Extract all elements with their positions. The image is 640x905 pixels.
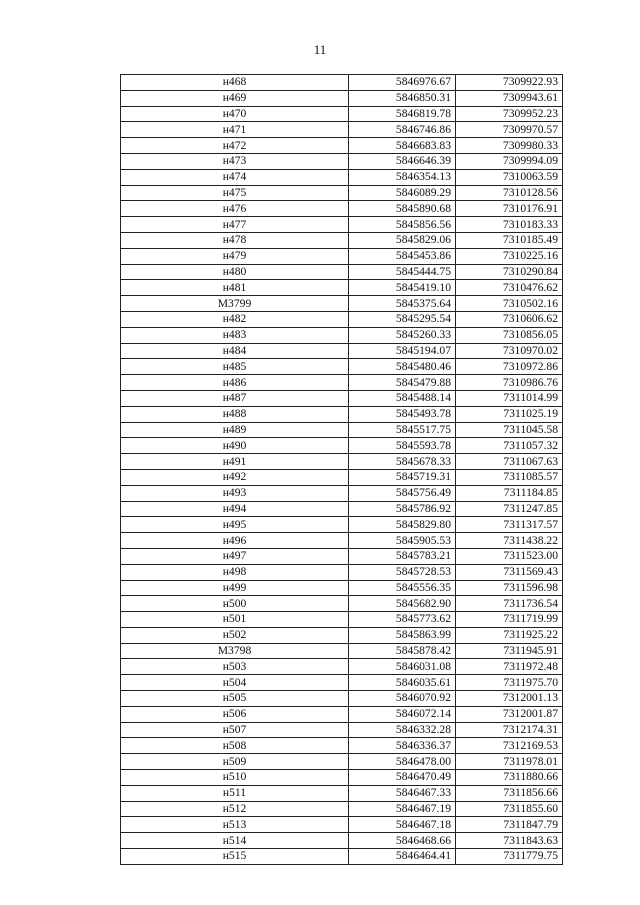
x-coordinate-cell: 5845905.53 (349, 533, 456, 549)
y-coordinate-cell: 7310606.62 (456, 311, 563, 327)
x-coordinate-cell: 5846035.61 (349, 675, 456, 691)
table-row (121, 75, 563, 91)
x-coordinate-cell: 5846746.86 (349, 122, 456, 138)
y-coordinate-cell: 7312001.13 (456, 691, 563, 707)
y-coordinate-cell: 7310063.59 (456, 169, 563, 185)
table-row (121, 706, 563, 722)
point-name-cell: н497 (121, 548, 349, 564)
x-coordinate-cell: 5845295.54 (349, 311, 456, 327)
x-coordinate-cell: 5845260.33 (349, 327, 456, 343)
point-name-cell: н503 (121, 659, 349, 675)
table-row (121, 422, 563, 438)
y-coordinate-cell: 7310128.56 (456, 185, 563, 201)
x-coordinate-cell: 5845493.78 (349, 406, 456, 422)
point-name-cell: н476 (121, 201, 349, 217)
point-name-cell: н471 (121, 122, 349, 138)
point-name-cell: н480 (121, 264, 349, 280)
y-coordinate-cell: 7311719.99 (456, 612, 563, 628)
x-coordinate-cell: 5845194.07 (349, 343, 456, 359)
y-coordinate-cell: 7309943.61 (456, 90, 563, 106)
point-name-cell: н508 (121, 738, 349, 754)
table-row (121, 469, 563, 485)
y-coordinate-cell: 7311057.32 (456, 438, 563, 454)
x-coordinate-cell: 5845829.80 (349, 517, 456, 533)
point-name-cell: н473 (121, 153, 349, 169)
point-name-cell: н510 (121, 770, 349, 786)
x-coordinate-cell: 5846354.13 (349, 169, 456, 185)
table-row (121, 406, 563, 422)
x-coordinate-cell: 5845479.88 (349, 375, 456, 391)
x-coordinate-cell: 5845719.31 (349, 469, 456, 485)
point-name-cell: н494 (121, 501, 349, 517)
point-name-cell: н475 (121, 185, 349, 201)
point-name-cell: н491 (121, 454, 349, 470)
y-coordinate-cell: 7310225.16 (456, 248, 563, 264)
x-coordinate-cell: 5845783.21 (349, 548, 456, 564)
table-row (121, 738, 563, 754)
table-row (121, 580, 563, 596)
y-coordinate-cell: 7311880.66 (456, 770, 563, 786)
x-coordinate-cell: 5845682.90 (349, 596, 456, 612)
x-coordinate-cell: 5846072.14 (349, 706, 456, 722)
x-coordinate-cell: 5845728.53 (349, 564, 456, 580)
point-name-cell: н485 (121, 359, 349, 375)
point-name-cell: н490 (121, 438, 349, 454)
page-number: 11 (313, 42, 327, 57)
point-name-cell: н492 (121, 469, 349, 485)
table-row (121, 217, 563, 233)
x-coordinate-cell: 5846646.39 (349, 153, 456, 169)
y-coordinate-cell: 7310970.02 (456, 343, 563, 359)
table-row (121, 390, 563, 406)
x-coordinate-cell: 5846467.18 (349, 817, 456, 833)
point-name-cell: н489 (121, 422, 349, 438)
y-coordinate-cell: 7311014.99 (456, 390, 563, 406)
y-coordinate-cell: 7312001.87 (456, 706, 563, 722)
table-row (121, 770, 563, 786)
table-row (121, 596, 563, 612)
x-coordinate-cell: 5846683.83 (349, 138, 456, 154)
x-coordinate-cell: 5846031.08 (349, 659, 456, 675)
y-coordinate-cell: 7311085.57 (456, 469, 563, 485)
point-name-cell: н501 (121, 612, 349, 628)
table-row (121, 264, 563, 280)
y-coordinate-cell: 7311855.60 (456, 801, 563, 817)
table-row (121, 533, 563, 549)
point-name-cell: н499 (121, 580, 349, 596)
y-coordinate-cell: 7309970.57 (456, 122, 563, 138)
table-row (121, 280, 563, 296)
point-name-cell: н483 (121, 327, 349, 343)
table-row (121, 517, 563, 533)
table-row (121, 801, 563, 817)
point-name-cell: н469 (121, 90, 349, 106)
point-name-cell: н496 (121, 533, 349, 549)
x-coordinate-cell: 5846467.19 (349, 801, 456, 817)
y-coordinate-cell: 7310856.05 (456, 327, 563, 343)
point-name-cell: н493 (121, 485, 349, 501)
point-name-cell: н472 (121, 138, 349, 154)
y-coordinate-cell: 7311945.91 (456, 643, 563, 659)
coordinates-table-body (121, 75, 563, 865)
table-row (121, 138, 563, 154)
table-row (121, 659, 563, 675)
point-name-cell: н477 (121, 217, 349, 233)
x-coordinate-cell: 5846850.31 (349, 90, 456, 106)
table-row (121, 643, 563, 659)
x-coordinate-cell: 5845829.06 (349, 232, 456, 248)
x-coordinate-cell: 5845856.56 (349, 217, 456, 233)
table-row (121, 849, 563, 865)
y-coordinate-cell: 7311843.63 (456, 833, 563, 849)
y-coordinate-cell: 7309994.09 (456, 153, 563, 169)
y-coordinate-cell: 7309980.33 (456, 138, 563, 154)
y-coordinate-cell: 7310476.62 (456, 280, 563, 296)
x-coordinate-cell: 5846467.33 (349, 785, 456, 801)
point-name-cell: н468 (121, 75, 349, 91)
table-row (121, 296, 563, 312)
x-coordinate-cell: 5846478.00 (349, 754, 456, 770)
y-coordinate-cell: 7311978.01 (456, 754, 563, 770)
point-name-cell: н515 (121, 849, 349, 865)
y-coordinate-cell: 7310176.91 (456, 201, 563, 217)
x-coordinate-cell: 5846464.41 (349, 849, 456, 865)
coordinates-table (120, 74, 563, 865)
x-coordinate-cell: 5846470.49 (349, 770, 456, 786)
point-name-cell: н506 (121, 706, 349, 722)
table-row (121, 833, 563, 849)
y-coordinate-cell: 7311925.22 (456, 627, 563, 643)
point-name-cell: н504 (121, 675, 349, 691)
table-row (121, 485, 563, 501)
y-coordinate-cell: 7311736.54 (456, 596, 563, 612)
x-coordinate-cell: 5845480.46 (349, 359, 456, 375)
point-name-cell: н512 (121, 801, 349, 817)
table-row (121, 153, 563, 169)
point-name-cell: н488 (121, 406, 349, 422)
y-coordinate-cell: 7311438.22 (456, 533, 563, 549)
y-coordinate-cell: 7309922.93 (456, 75, 563, 91)
x-coordinate-cell: 5846976.67 (349, 75, 456, 91)
table-row (121, 564, 563, 580)
y-coordinate-cell: 7311045.58 (456, 422, 563, 438)
y-coordinate-cell: 7311523.00 (456, 548, 563, 564)
x-coordinate-cell: 5845773.62 (349, 612, 456, 628)
point-name-cell: н507 (121, 722, 349, 738)
table-row (121, 90, 563, 106)
x-coordinate-cell: 5845678.33 (349, 454, 456, 470)
point-name-cell: н511 (121, 785, 349, 801)
point-name-cell: н479 (121, 248, 349, 264)
x-coordinate-cell: 5846468.66 (349, 833, 456, 849)
point-name-cell: н500 (121, 596, 349, 612)
y-coordinate-cell: 7311025.19 (456, 406, 563, 422)
table-row (121, 722, 563, 738)
y-coordinate-cell: 7310972.86 (456, 359, 563, 375)
x-coordinate-cell: 5845488.14 (349, 390, 456, 406)
point-name-cell: н514 (121, 833, 349, 849)
table-row (121, 675, 563, 691)
table-row (121, 438, 563, 454)
point-name-cell: н478 (121, 232, 349, 248)
y-coordinate-cell: 7311972.48 (456, 659, 563, 675)
point-name-cell: н513 (121, 817, 349, 833)
x-coordinate-cell: 5845878.42 (349, 643, 456, 659)
x-coordinate-cell: 5845556.35 (349, 580, 456, 596)
table-row (121, 754, 563, 770)
point-name-cell: н505 (121, 691, 349, 707)
table-row (121, 232, 563, 248)
table-row (121, 248, 563, 264)
point-name-cell: н486 (121, 375, 349, 391)
table-row (121, 454, 563, 470)
y-coordinate-cell: 7310183.33 (456, 217, 563, 233)
x-coordinate-cell: 5846336.37 (349, 738, 456, 754)
y-coordinate-cell: 7311847.79 (456, 817, 563, 833)
point-name-cell: н495 (121, 517, 349, 533)
x-coordinate-cell: 5845453.86 (349, 248, 456, 264)
point-name-cell: М3799 (121, 296, 349, 312)
y-coordinate-cell: 7310986.76 (456, 375, 563, 391)
table-row (121, 311, 563, 327)
point-name-cell: н502 (121, 627, 349, 643)
y-coordinate-cell: 7312174.31 (456, 722, 563, 738)
x-coordinate-cell: 5846819.78 (349, 106, 456, 122)
table-row (121, 327, 563, 343)
point-name-cell: н474 (121, 169, 349, 185)
point-name-cell: н481 (121, 280, 349, 296)
point-name-cell: н509 (121, 754, 349, 770)
table-row (121, 106, 563, 122)
x-coordinate-cell: 5845517.75 (349, 422, 456, 438)
y-coordinate-cell: 7311317.57 (456, 517, 563, 533)
table-row (121, 359, 563, 375)
y-coordinate-cell: 7311779.75 (456, 849, 563, 865)
x-coordinate-cell: 5845756.49 (349, 485, 456, 501)
x-coordinate-cell: 5845890.68 (349, 201, 456, 217)
point-name-cell: н484 (121, 343, 349, 359)
table-row (121, 169, 563, 185)
y-coordinate-cell: 7311184.85 (456, 485, 563, 501)
y-coordinate-cell: 7310502.16 (456, 296, 563, 312)
table-row (121, 343, 563, 359)
x-coordinate-cell: 5846089.29 (349, 185, 456, 201)
table-row (121, 375, 563, 391)
y-coordinate-cell: 7312169.53 (456, 738, 563, 754)
x-coordinate-cell: 5845444.75 (349, 264, 456, 280)
y-coordinate-cell: 7309952.23 (456, 106, 563, 122)
x-coordinate-cell: 5845419.10 (349, 280, 456, 296)
y-coordinate-cell: 7311975.70 (456, 675, 563, 691)
point-name-cell: М3798 (121, 643, 349, 659)
point-name-cell: н487 (121, 390, 349, 406)
x-coordinate-cell: 5845375.64 (349, 296, 456, 312)
table-row (121, 627, 563, 643)
y-coordinate-cell: 7311247.85 (456, 501, 563, 517)
x-coordinate-cell: 5846332.28 (349, 722, 456, 738)
table-row (121, 122, 563, 138)
y-coordinate-cell: 7311067.63 (456, 454, 563, 470)
x-coordinate-cell: 5846070.92 (349, 691, 456, 707)
table-row (121, 548, 563, 564)
point-name-cell: н498 (121, 564, 349, 580)
table-row (121, 201, 563, 217)
table-row (121, 185, 563, 201)
x-coordinate-cell: 5845593.78 (349, 438, 456, 454)
table-row (121, 691, 563, 707)
y-coordinate-cell: 7311596.98 (456, 580, 563, 596)
y-coordinate-cell: 7311856.66 (456, 785, 563, 801)
point-name-cell: н470 (121, 106, 349, 122)
table-row (121, 817, 563, 833)
table-row (121, 612, 563, 628)
point-name-cell: н482 (121, 311, 349, 327)
x-coordinate-cell: 5845786.92 (349, 501, 456, 517)
x-coordinate-cell: 5845863.99 (349, 627, 456, 643)
y-coordinate-cell: 7310185.49 (456, 232, 563, 248)
y-coordinate-cell: 7311569.43 (456, 564, 563, 580)
table-row (121, 785, 563, 801)
y-coordinate-cell: 7310290.84 (456, 264, 563, 280)
table-row (121, 501, 563, 517)
